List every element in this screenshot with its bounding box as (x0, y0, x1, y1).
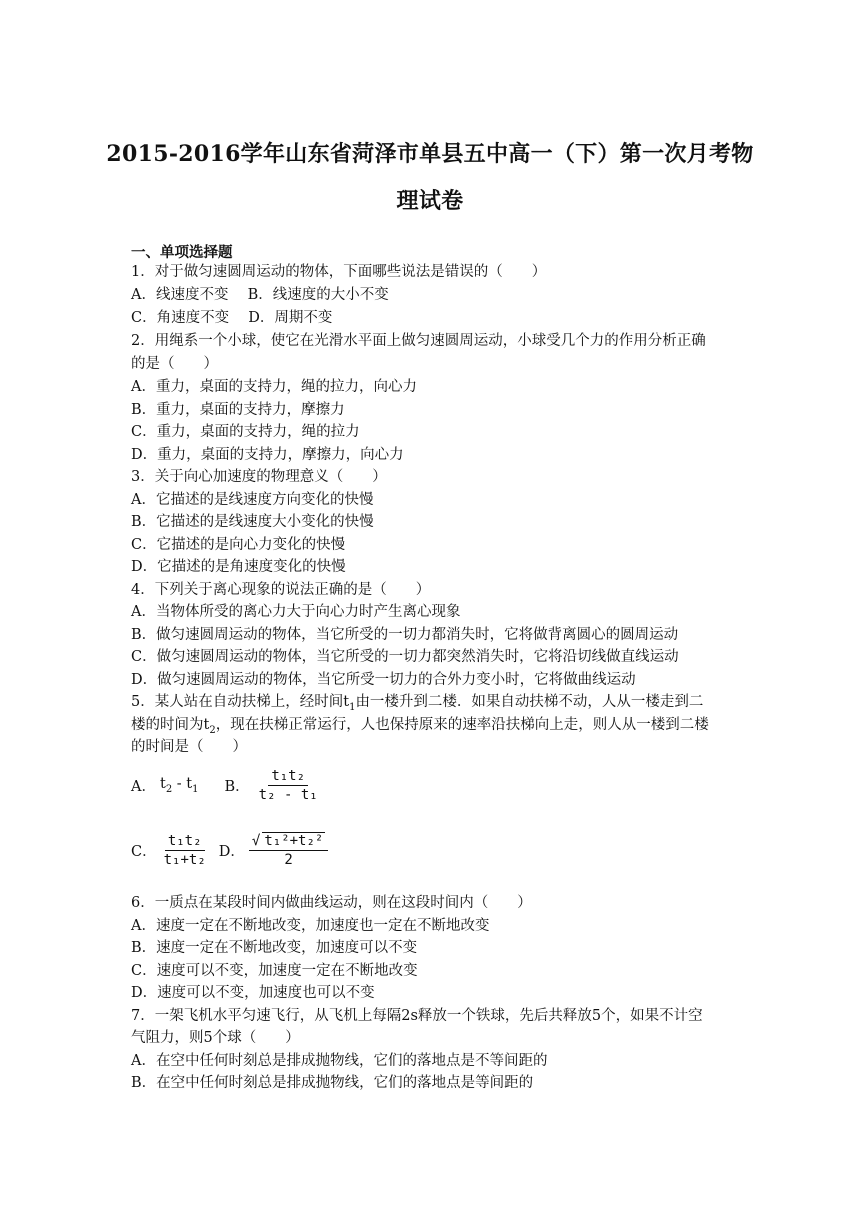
q7-option-a: A．在空中任何时刻总是排成抛物线，它们的落地点是不等间距的 (131, 1053, 548, 1069)
q3-option-d: D．它描述的是角速度变化的快慢 (131, 559, 346, 575)
q7-stem-line1: 7．一架飞机水平匀速飞行，从飞机上每隔2s释放一个铁球，先后共释放5个，如果不计空 (131, 1008, 703, 1024)
q5-stem-line2 (131, 716, 709, 740)
section-heading: 一、单项选择题 (131, 244, 233, 261)
q5-a-minus: - t (172, 776, 193, 793)
q5-option-d-label: D． (218, 843, 245, 860)
q3-stem: 3．关于向心加速度的物理意义（ ） (131, 469, 387, 485)
q6-option-a: A．速度一定在不断地改变，加速度也一定在不断地改变 (131, 918, 490, 934)
q7-stem-line2: 气阻力，则5个球（ ） (131, 1030, 300, 1046)
q5-option-c-label: C． (131, 843, 157, 860)
q1-stem: 1．对于做匀速圆周运动的物体，下面哪些说法是错误的（ ） (131, 264, 547, 280)
q5-option-b-fraction (256, 768, 321, 803)
q5-a-sub2: 2 (165, 783, 173, 795)
q2-stem-line1: 2．用绳系一个小球，使它在光滑水平面上做匀速圆周运动，小球受几个力的作用分析正确 (131, 333, 706, 349)
title-line-2: 理试卷 (396, 188, 464, 214)
q4-option-c: C．做匀速圆周运动的物体，当它所受的一切力都突然消失时，它将沿切线做直线运动 (131, 649, 679, 665)
q4-option-b: B．做匀速圆周运动的物体，当它所受的一切力都消失时，它将做背离圆心的圆周运动 (131, 627, 679, 643)
q5-a-sub1: 1 (192, 783, 199, 795)
q6-option-c: C．速度可以不变，加速度一定在不断地改变 (131, 963, 418, 979)
q3-option-b: B．它描述的是线速度大小变化的快慢 (131, 514, 374, 530)
q2-option-d: D．重力，桌面的支持力，摩擦力，向心力 (131, 447, 404, 463)
q3-option-c: C．它描述的是向心力变化的快慢 (131, 537, 346, 553)
q4-stem: 4．下列关于离心现象的说法正确的是（ ） (131, 582, 431, 598)
q2-option-b: B．重力，桌面的支持力，摩擦力 (131, 402, 345, 418)
q6-option-d: D．速度可以不变，加速度也可以不变 (131, 985, 375, 1001)
q2-option-a: A．重力，桌面的支持力，绳的拉力，向心力 (131, 379, 417, 395)
q5-stem-line1 (131, 693, 703, 717)
q4-option-a: A．当物体所受的离心力大于向心力时产生离心现象 (131, 604, 461, 620)
q5-stem-2b: ，现在扶梯正常运行，人也保持原来的速率沿扶梯向上走，则人从一楼到二楼 (215, 717, 709, 733)
q5-options-cd (131, 832, 328, 868)
q5-c-numerator: t₁t₂ (165, 833, 205, 851)
q5-b-numerator: t₁t₂ (268, 768, 308, 786)
q4-option-d: D．做匀速圆周运动的物体，当它所受一切力的合外力变小时，它将做曲线运动 (131, 672, 636, 688)
q1-options-ab: A．线速度不变 B．线速度的大小不变 (131, 287, 389, 303)
q6-stem: 6．一质点在某段时间内做曲线运动，则在这段时间内（ ） (131, 895, 532, 911)
q5-option-c-fraction (161, 833, 209, 868)
q5-stem-2-sub: 2 (209, 724, 216, 736)
q1-options-cd: C．角速度不变 D．周期不变 (131, 310, 333, 326)
q5-stem-line3: 的时间是（ ） (131, 739, 247, 755)
q5-options-ab (131, 768, 321, 803)
q7-option-b: B．在空中任何时刻总是排成抛物线，它们的落地点是等间距的 (131, 1075, 534, 1091)
q5-d-radicand: t₁²+t₂² (264, 833, 324, 849)
q6-option-b: B．速度一定在不断地改变，加速度可以不变 (131, 940, 418, 956)
q5-option-a-label: A． (131, 779, 156, 795)
q5-c-denominator: t₁+t₂ (163, 851, 206, 868)
q5-option-a-expr (160, 776, 199, 795)
q5-stem-1a: 5．某人站在自动扶梯上，经时间t (131, 694, 350, 710)
q5-option-b-label: B． (224, 779, 250, 795)
q5-a-t: t (159, 776, 166, 793)
q5-stem-1b: 由一楼升到二楼．如果自动扶梯不动，人从一楼走到二 (355, 694, 704, 710)
q2-stem-line2: 的是（ ） (131, 356, 218, 372)
q5-stem-1-sub: 1 (349, 701, 356, 713)
q5-b-denominator: t₂ - t₁ (258, 787, 318, 803)
q2-option-c: C．重力，桌面的支持力，绳的拉力 (131, 424, 360, 440)
q5-d-denominator: 2 (284, 852, 293, 868)
q5-stem-2a: 楼的时间为t (131, 717, 210, 733)
title-line-1: 2015-2016学年山东省菏泽市单县五中高一（下）第一次月考物 (106, 141, 754, 167)
q5-d-numerator: √ t₁²+t₂² (249, 832, 328, 851)
q5-option-d-fraction (249, 832, 328, 868)
q3-option-a: A．它描述的是线速度方向变化的快慢 (131, 492, 374, 508)
